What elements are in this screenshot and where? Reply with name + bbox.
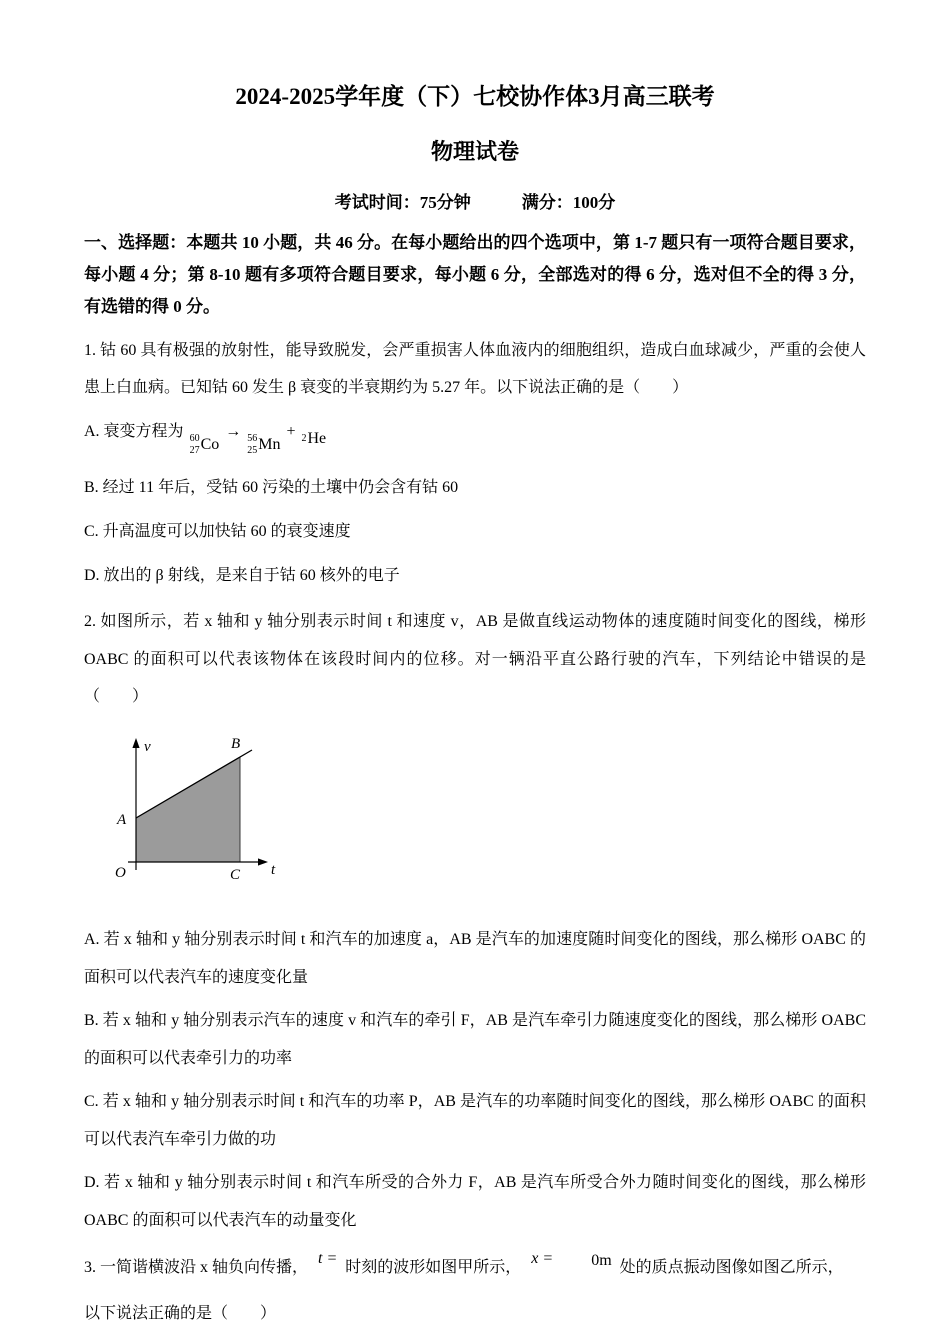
q2-option-c: C. 若 x 轴和 y 轴分别表示时间 t 和汽车的功率 P，AB 是汽车的功率随时间变化的图线，那么梯形 OABC 的面积可以代表汽车牵引力做的功 (84, 1093, 866, 1148)
paper-title: 2024-2025学年度（下）七校协作体3月高三联考 (235, 84, 715, 109)
label-v: v (144, 738, 151, 755)
q3-text-1: 3. 一简谐横波沿 x 轴负向传播， (84, 1258, 309, 1276)
q3-stem (84, 1249, 866, 1287)
q3-stem-line2: 以下说法正确的是（ ） (84, 1305, 277, 1323)
nuclide-helium (302, 420, 327, 458)
q1-stem: 1. 钴 60 具有极强的放射性，能导致脱发，会严重损害人体血液内的细胞组织，造成白血球减少，严重的会使人患上白血病。已知钴 60 发生 β 衰变的半衰期约为 5.27 年。以下说法正确的是（ ） (84, 341, 866, 397)
q3-time-expression: t = (318, 1249, 338, 1267)
q1-option-d: D. 放出的 β 射线，是来自于钴 60 核外的电子 (84, 566, 400, 584)
label-a: A (117, 811, 127, 828)
mass-number: 2 (301, 433, 307, 445)
q1-option-b: B. 经过 11 年后，受钴 60 污染的土壤中仍会含有钴 60 (84, 479, 459, 497)
x-axis-arrow (258, 858, 268, 865)
atomic-number: 27 (189, 444, 200, 456)
plus-sign: + (286, 423, 296, 441)
q3-text-2: 时刻的波形如图甲所示， (345, 1258, 522, 1276)
q2-option-d: D. 若 x 轴和 y 轴分别表示时间 t 和汽车所受的合外力 F，AB 是汽车所受合外力随时间变化的图线，那么梯形 OABC 的面积可以代表汽车的动量变化 (84, 1174, 866, 1230)
element-symbol: Co (200, 435, 220, 453)
label-b: B (231, 735, 241, 752)
q2-velocity-time-figure (94, 734, 866, 891)
q2-stem: 2. 如图所示，若 x 轴和 y 轴分别表示时间 t 和速度 v，AB 是做直线运动物体的速度随时间变化的图线，梯形 OABC 的面积可以代表该物体在该段时间内的位移。对一辆沿平直公路行驶的汽车，下列结论中错误的是（ ） (84, 613, 866, 706)
label-c: C (230, 866, 241, 883)
q1-option-a (84, 413, 866, 463)
paper-subtitle: 物理试卷 (430, 139, 519, 164)
q3-text-3: 处的质点振动图像如图乙所示， (619, 1258, 844, 1276)
reaction-arrow: → (225, 423, 242, 441)
atomic-number: 25 (247, 444, 258, 456)
label-o: O (115, 864, 126, 881)
exam-info-line: 考试时间：75分钟 满分：100分 (334, 193, 616, 212)
q3-position-expression: x = (531, 1249, 554, 1267)
q2-option-a: A. 若 x 轴和 y 轴分别表示时间 t 和汽车的加速度 a，AB 是汽车的加速度随时间变化的图线，那么梯形 OABC 的面积可以代表汽车的速度变化量 (84, 930, 866, 986)
y-axis-arrow (132, 738, 139, 748)
section1-header: 一、选择题：本题共 10 小题，共 46 分。在每小题给出的四个选项中，第 1-7 题只有一项符合题目要求，每小题 4 分；第 8-10 题有多项符合题目要求，每小题 6 分，全部选对的得 6 分，选对但不全的得 3 分，有选错的得 0 分。 (84, 233, 866, 316)
q3-position-value: 0m (591, 1251, 612, 1269)
mass-number: 56 (247, 433, 258, 445)
q1-option-a-text: A. 衰变方程为 (84, 423, 184, 441)
trapezoid-graph (94, 734, 284, 886)
label-t: t (271, 861, 276, 878)
element-symbol: Mn (258, 435, 281, 453)
nuclide-manganese-56 (247, 426, 280, 464)
element-symbol: He (307, 430, 327, 447)
q2-option-b: B. 若 x 轴和 y 轴分别表示汽车的速度 v 和汽车的牵引 F，AB 是汽车牵引力随速度变化的图线，那么梯形 OABC 的面积可以代表牵引力的功率 (84, 1012, 866, 1067)
q1-option-c: C. 升高温度可以加快钴 60 的衰变速度 (84, 522, 351, 540)
mass-number: 60 (189, 433, 200, 445)
nuclide-cobalt-60 (190, 426, 220, 464)
